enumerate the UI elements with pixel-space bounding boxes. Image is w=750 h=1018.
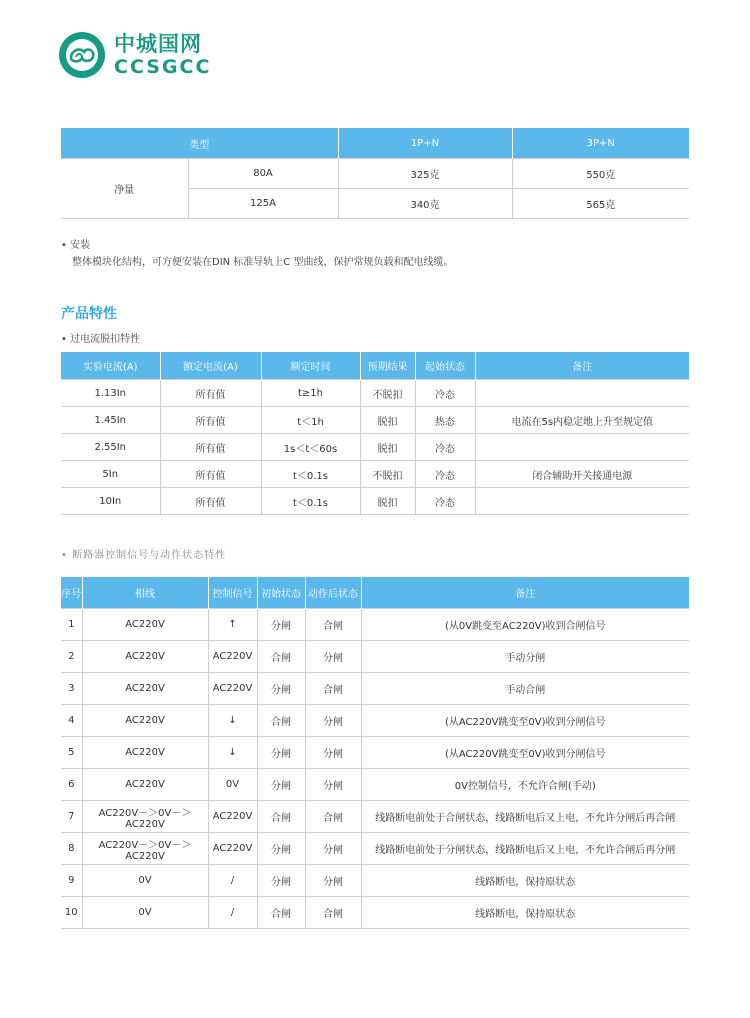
table-cell: AC220V — [208, 833, 257, 865]
table-cell: 冷态 — [415, 488, 475, 515]
table-cell: AC220V — [82, 641, 208, 673]
table-cell: 合闸 — [257, 801, 305, 833]
table-cell: 1s＜t＜60s — [261, 434, 360, 461]
table-cell: 1.13In — [61, 380, 160, 407]
table-row — [61, 488, 689, 515]
table-cell: 325克 — [338, 159, 512, 189]
table-cell: 3 — [61, 673, 82, 705]
table-cell: 分闸 — [305, 769, 361, 801]
table-cell: 所有值 — [160, 434, 261, 461]
table-cell: 所有值 — [160, 461, 261, 488]
table-cell: t＜0.1s — [261, 461, 360, 488]
table-cell: 冷态 — [415, 434, 475, 461]
table-cell: 线路断电，保持原状态 — [361, 865, 689, 897]
section-title-features: 产品特性 — [61, 306, 117, 322]
table-row — [61, 434, 689, 461]
table-cell: 1 — [61, 609, 82, 641]
table-cell — [475, 434, 689, 461]
table-row — [61, 380, 689, 407]
row-label-net-weight: 净量 — [61, 159, 188, 219]
table-cell: 合闸 — [305, 801, 361, 833]
table-cell: 565克 — [512, 189, 689, 219]
table-cell: AC220V — [208, 641, 257, 673]
logo-emblem-icon — [58, 31, 106, 79]
table-cell: 6 — [61, 769, 82, 801]
table-row — [61, 801, 689, 833]
header-1pn: 1P+N — [338, 128, 512, 159]
table-cell: t＜1h — [261, 407, 360, 434]
table-cell: 0V — [208, 769, 257, 801]
table-cell: (从AC220V跳变至0V)收到分闸信号 — [361, 705, 689, 737]
header-cell: 备注 — [361, 577, 689, 609]
table-cell: 分闸 — [257, 609, 305, 641]
table-cell: 0V — [82, 865, 208, 897]
table-cell: 合闸 — [257, 897, 305, 929]
table-cell: AC220V — [82, 705, 208, 737]
table-cell: 80A — [188, 159, 338, 189]
header-cell: 控制信号 — [208, 577, 257, 609]
table-cell: AC220V — [82, 673, 208, 705]
table-cell: 合闸 — [305, 897, 361, 929]
table-row — [61, 609, 689, 641]
table-row — [61, 159, 689, 189]
table-row — [61, 833, 689, 865]
table-cell: 分闸 — [257, 737, 305, 769]
table-row — [61, 461, 689, 488]
header-cell: 预期结果 — [360, 352, 415, 380]
table-cell: 冷态 — [415, 380, 475, 407]
table-cell: 脱扣 — [360, 434, 415, 461]
table-cell: 10 — [61, 897, 82, 929]
table-cell: AC220V－＞0V－＞AC220V — [82, 801, 208, 833]
table-cell: 125A — [188, 189, 338, 219]
table-cell: 分闸 — [305, 865, 361, 897]
table-cell: AC220V — [82, 737, 208, 769]
logo-en-text: CCSGCC — [114, 55, 212, 78]
table-cell: AC220V — [82, 609, 208, 641]
table-cell: 9 — [61, 865, 82, 897]
table-row — [61, 407, 689, 434]
table-cell: 8 — [61, 833, 82, 865]
table-cell: 热态 — [415, 407, 475, 434]
table-cell: 分闸 — [257, 833, 305, 865]
table-cell: 合闸 — [257, 641, 305, 673]
header-cell: 相线 — [82, 577, 208, 609]
table-cell: 合闸 — [305, 609, 361, 641]
table-cell: 脱扣 — [360, 407, 415, 434]
table-cell: AC220V — [208, 801, 257, 833]
table-cell: 0V控制信号，不允许合闸(手动) — [361, 769, 689, 801]
control-signal-table — [61, 577, 689, 929]
table-cell: 5In — [61, 461, 160, 488]
table-cell: 0V — [82, 897, 208, 929]
control-signal-bullet: • 断路器控制信号与动作状态特性 — [61, 550, 227, 561]
company-logo — [58, 30, 211, 80]
table-cell: 分闸 — [305, 705, 361, 737]
table-header-row — [61, 352, 689, 380]
table-cell: 2.55In — [61, 434, 160, 461]
table-cell: / — [208, 897, 257, 929]
table-cell: 线路断电前处于合闸状态，线路断电后又上电，不允许分闸后再合闸 — [361, 801, 689, 833]
header-cell: 动作后状态 — [305, 577, 361, 609]
table-cell: 分闸 — [305, 641, 361, 673]
table-cell: 分闸 — [257, 865, 305, 897]
table-row — [61, 865, 689, 897]
table-cell — [475, 488, 689, 515]
arrow-down-icon: ↓ — [208, 705, 257, 737]
header-cell: 额定电流(A) — [160, 352, 261, 380]
table-cell: 分闸 — [257, 673, 305, 705]
table-row — [61, 673, 689, 705]
table-cell: 1.45In — [61, 407, 160, 434]
table-cell — [475, 380, 689, 407]
table-cell: 手动分闸 — [361, 641, 689, 673]
weight-table — [61, 128, 689, 219]
install-bullet: • 安装 — [61, 240, 91, 251]
table-cell: (从0V跳变至AC220V)收到合闸信号 — [361, 609, 689, 641]
table-cell: 340克 — [338, 189, 512, 219]
table-cell: 分闸 — [305, 833, 361, 865]
table-cell: 分闸 — [305, 737, 361, 769]
table-cell: AC220V — [208, 673, 257, 705]
table-cell: 10In — [61, 488, 160, 515]
table-cell: 所有值 — [160, 407, 261, 434]
header-3pn: 3P+N — [512, 128, 689, 159]
table-cell: AC220V－＞0V－＞AC220V — [82, 833, 208, 865]
table-cell: 不脱扣 — [360, 380, 415, 407]
table-row — [61, 705, 689, 737]
table-cell: 闭合辅助开关接通电源 — [475, 461, 689, 488]
header-cell: 序号 — [61, 577, 82, 609]
table-cell: 2 — [61, 641, 82, 673]
table-cell: 冷态 — [415, 461, 475, 488]
table-cell: 分闸 — [257, 769, 305, 801]
install-text: 整体模块化结构，可方便安装在DIN 标准导轨上C 型曲线，保护常规负载和配电线缆。 — [72, 257, 454, 268]
arrow-up-icon: ↑ — [208, 609, 257, 641]
table-cell: 5 — [61, 737, 82, 769]
table-row — [61, 737, 689, 769]
header-cell: 备注 — [475, 352, 689, 380]
table-cell: 合闸 — [305, 673, 361, 705]
header-cell: 起始状态 — [415, 352, 475, 380]
table-row — [61, 641, 689, 673]
table-header-row — [61, 128, 689, 159]
table-cell: t＜0.1s — [261, 488, 360, 515]
table-cell: 所有值 — [160, 488, 261, 515]
table-cell: t≥1h — [261, 380, 360, 407]
header-type: 类型 — [61, 128, 338, 159]
header-cell: 实验电流(A) — [61, 352, 160, 380]
table-cell: AC220V — [82, 769, 208, 801]
table-cell: 线路断电前处于分闸状态，线路断电后又上电，不允许合闸后再分闸 — [361, 833, 689, 865]
overcurrent-bullet: • 过电流脱扣特性 — [61, 334, 141, 345]
table-row — [61, 769, 689, 801]
table-cell: 电流在5s内稳定地上升至规定值 — [475, 407, 689, 434]
table-cell: 7 — [61, 801, 82, 833]
logo-cn-text: 中城国网 — [114, 31, 202, 56]
header-cell: 初始状态 — [257, 577, 305, 609]
table-cell: 脱扣 — [360, 488, 415, 515]
table-header-row — [61, 577, 689, 609]
table-cell: 所有值 — [160, 380, 261, 407]
table-cell: 不脱扣 — [360, 461, 415, 488]
table-row — [61, 897, 689, 929]
table-cell: 线路断电，保持原状态 — [361, 897, 689, 929]
header-cell: 额定时间 — [261, 352, 360, 380]
table-cell: (从AC220V跳变至0V)收到分闸信号 — [361, 737, 689, 769]
table-cell: 4 — [61, 705, 82, 737]
trip-characteristics-table — [61, 352, 689, 515]
table-cell: / — [208, 865, 257, 897]
table-cell: 550克 — [512, 159, 689, 189]
table-cell: 手动合闸 — [361, 673, 689, 705]
table-cell: 合闸 — [257, 705, 305, 737]
arrow-down-icon: ↓ — [208, 737, 257, 769]
